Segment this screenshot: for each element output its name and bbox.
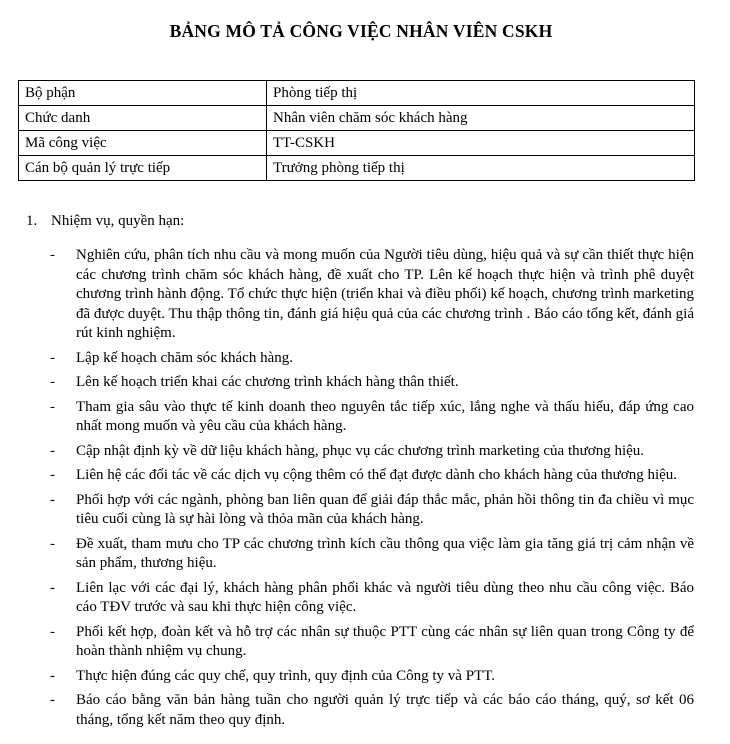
table-row bbox=[19, 106, 695, 131]
list-item-text: Liên lạc với các đại lý, khách hàng phân phối khác và người tiêu dùng theo nhu cầu công việc. Báo cáo TĐV trước và sau khi thực hiện công việc. bbox=[76, 579, 694, 615]
table-cell-label: Bộ phận bbox=[19, 81, 267, 106]
bullet-dash: - bbox=[50, 692, 55, 708]
list-item bbox=[50, 491, 694, 530]
list-item bbox=[50, 349, 694, 369]
bullet-dash: - bbox=[50, 579, 55, 596]
list-item-text: Báo cáo bằng văn bản hàng tuần cho người quản lý trực tiếp và các báo cáo tháng, quý, sơ kết 06 tháng, tổng kết năm theo quy định. bbox=[76, 692, 694, 728]
list-item-text: Liên hệ các đối tác về các dịch vụ cộng thêm có thể đạt được dành cho khách hàng của thương hiệu. bbox=[76, 467, 678, 483]
bullet-dash: - bbox=[50, 623, 55, 640]
list-item-text: Phối hợp với các ngành, phòng ban liên quan để giải đáp thắc mắc, phản hồi thông tin đa chiều vì mục tiêu cuối cùng là sự hài lòng và thỏa mãn của khách hàng. bbox=[76, 491, 694, 527]
list-item-text: Thực hiện đúng các quy chế, quy trình, quy định của Công ty và PTT. bbox=[76, 667, 496, 684]
table-row bbox=[19, 81, 695, 106]
table-cell-value: Phòng tiếp thị bbox=[267, 81, 695, 106]
job-info-table bbox=[18, 80, 695, 181]
bullet-dash: - bbox=[50, 398, 55, 415]
bullet-dash: - bbox=[50, 442, 55, 459]
table-cell-label: Cán bộ quản lý trực tiếp bbox=[19, 156, 267, 181]
list-item-text: Lên kế hoạch triển khai các chương trình khách hàng thân thiết. bbox=[76, 374, 459, 390]
bullet-dash: - bbox=[50, 667, 55, 684]
list-item-text: Tham gia sâu vào thực tế kinh doanh theo nguyên tắc tiếp xúc, lắng nghe và thấu hiểu, đáp ứng cao nhất mong muốn và yêu cầu của khách hàng. bbox=[76, 398, 694, 434]
table-cell-label: Mã công việc bbox=[19, 131, 267, 156]
list-item-text: Nghiên cứu, phân tích nhu cầu và mong muốn của Người tiêu dùng, hiệu quả và sự cần thiết thực hiện các chương trình chăm sóc khách hàng, đề xuất cho TP. Lên kế hoạch thực hiện và trình phê duyệt chương trình hành động. Tổ chức thực hiện (triển khai và điều phối) kế hoạch, chương trình marketing đã được duyệt. Thu thập thông tin, đánh giá hiệu quả của các chương trình . Báo cáo tổng kết, đánh giá rút kinh nghiệm. bbox=[76, 247, 694, 341]
table-row bbox=[19, 131, 695, 156]
list-item bbox=[50, 246, 694, 344]
list-item bbox=[50, 373, 694, 393]
bullet-dash: - bbox=[50, 467, 55, 483]
duties-list bbox=[50, 246, 694, 735]
bullet-dash: - bbox=[50, 374, 55, 390]
list-item-text: Lập kế hoạch chăm sóc khách hàng. bbox=[76, 349, 293, 366]
bullet-dash: - bbox=[50, 247, 55, 263]
list-item-text: Đề xuất, tham mưu cho TP các chương trình kích cầu thông qua việc làm gia tăng giá trị cảm nhận về sản phẩm, thương hiệu. bbox=[76, 535, 694, 571]
list-item bbox=[50, 691, 694, 730]
table-cell-value: Trưởng phòng tiếp thị bbox=[267, 156, 695, 181]
list-item bbox=[50, 623, 694, 662]
table-cell-label: Chức danh bbox=[19, 106, 267, 131]
table-cell-value: Nhân viên chăm sóc khách hàng bbox=[267, 106, 695, 131]
section-number: 1. bbox=[26, 213, 38, 229]
list-item bbox=[50, 535, 694, 574]
section-title: Nhiệm vụ, quyền hạn: bbox=[51, 213, 185, 229]
list-item bbox=[50, 442, 694, 462]
bullet-dash: - bbox=[50, 349, 55, 366]
document-title: BẢNG MÔ TẢ CÔNG VIỆC NHÂN VIÊN CSKH bbox=[169, 21, 553, 41]
list-item bbox=[50, 398, 694, 437]
bullet-dash: - bbox=[50, 491, 55, 508]
list-item bbox=[50, 466, 694, 486]
list-item-text: Phối kết hợp, đoàn kết và hỗ trợ các nhân sự thuộc PTT cùng các nhân sự liên quan trong Công ty để hoàn thành nhiệm vụ chung. bbox=[76, 623, 694, 659]
list-item-text: Cập nhật định kỳ về dữ liệu khách hàng, phục vụ các chương trình marketing của thương hiệu. bbox=[76, 442, 645, 459]
table-cell-value: TT-CSKH bbox=[267, 131, 695, 156]
list-item bbox=[50, 667, 694, 687]
bullet-dash: - bbox=[50, 535, 55, 552]
list-item bbox=[50, 579, 694, 618]
table-row bbox=[19, 156, 695, 181]
section-heading bbox=[26, 213, 184, 230]
